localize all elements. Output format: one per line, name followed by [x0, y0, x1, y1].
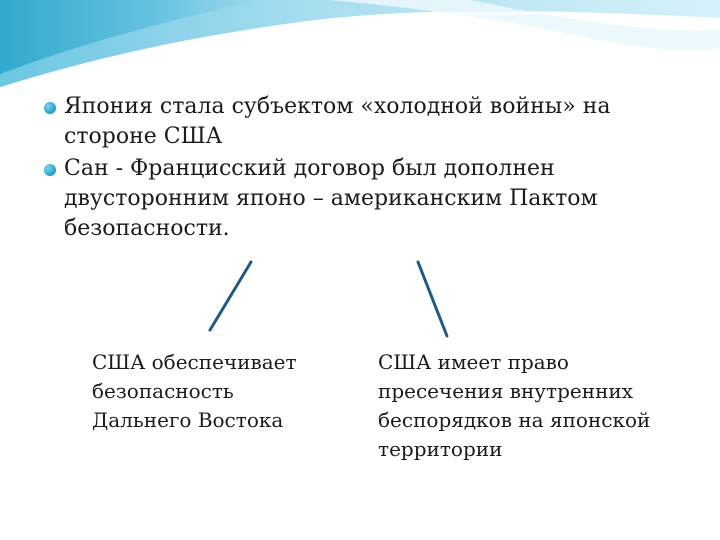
bullet-list [40, 92, 680, 246]
bullet-item [40, 92, 680, 152]
bullet-text: Япония стала субъектом «холодной войны» на стороне США [64, 94, 611, 149]
bullet-text: Сан - Францисский договор был дополнен двусторонним японо – американским Пактом безопасности. [64, 156, 598, 241]
bullet-item [40, 154, 680, 244]
connector-line-left [210, 262, 251, 330]
connector-line-right [418, 262, 447, 336]
outcome-left: США обеспечивает безопасность Дальнего Востока [92, 350, 297, 432]
bullet-dot-icon [44, 164, 56, 176]
bullet-dot-icon [44, 102, 56, 114]
header-wave-decoration [0, 0, 720, 95]
outcome-right: США имеет право пресечения внутренних беспорядков на японской территории [378, 350, 651, 461]
